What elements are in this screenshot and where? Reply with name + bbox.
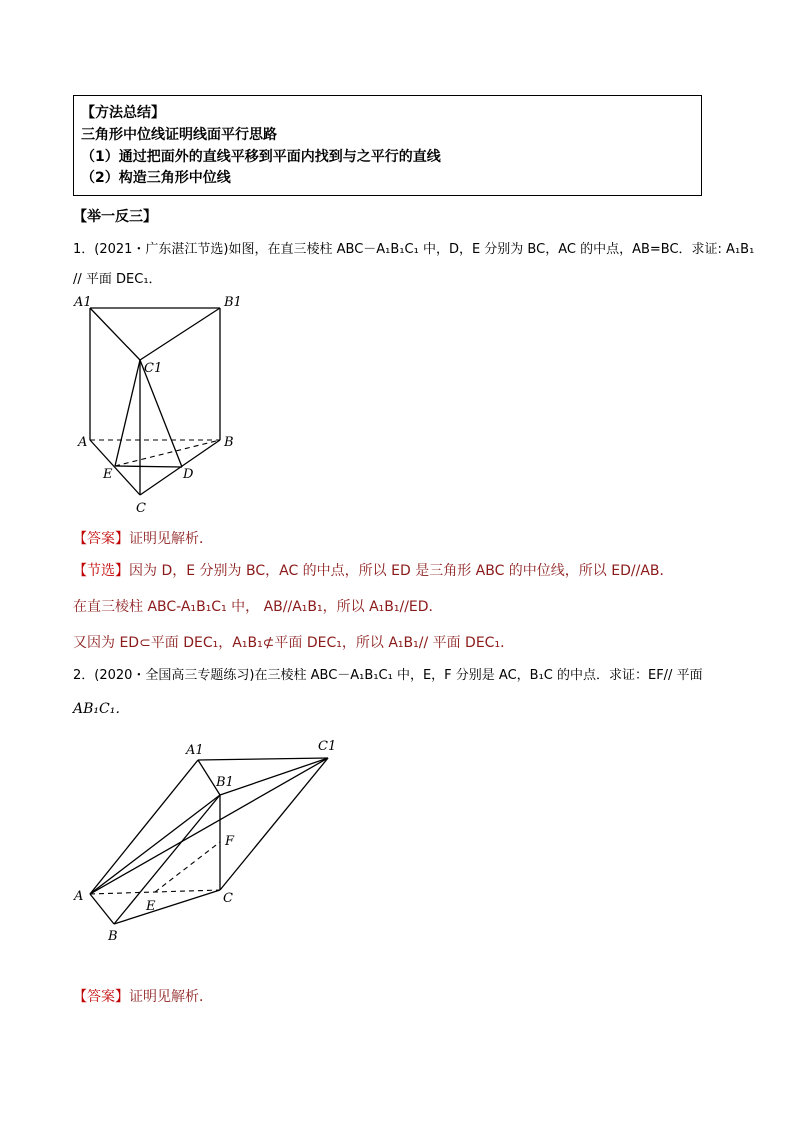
q1-label-a: A — [78, 435, 88, 450]
q2-text-line-2: AB₁C₁． — [73, 701, 130, 717]
method-title: 【方法总结】 — [81, 105, 165, 121]
q1-label-b1: B1 — [224, 295, 242, 310]
q2-answer-tag: 【答案】 — [73, 989, 129, 1005]
q1-text-line-2: // 平面 DEC₁． — [73, 272, 162, 287]
q2-answer — [73, 986, 213, 1006]
q1-selection-line-3: 又因为 ED⊂平面 DEC₁，A₁B₁⊄平面 DEC₁，所以 A₁B₁// 平面 DEC₁． — [73, 635, 515, 651]
q2-label-a1: A1 — [186, 743, 204, 758]
q2-label-e: E — [146, 899, 156, 914]
q2-label-b: B — [108, 929, 118, 944]
q1-answer — [73, 528, 213, 548]
q1-label-c: C — [136, 501, 146, 516]
q2-prism-figure — [70, 730, 350, 945]
q1-answer-text: 证明见解析． — [129, 531, 213, 547]
q1-text-line-1: 1．(2021・广东湛江节选)如图，在直三棱柱 ABC－A₁B₁C₁ 中，D，E 分别为 BC，AC 的中点，AB=BC．求证: A₁B₁ — [73, 242, 755, 257]
method-line-1: 三角形中位线证明线面平行思路 — [81, 127, 277, 143]
q1-label-e: E — [103, 467, 113, 482]
q2-text-line-1: 2．(2020・全国高三专题练习)在三棱柱 ABC－A₁B₁C₁ 中，E，F 分别是 AC，B₁C 的中点．求证：EF// 平面 — [73, 668, 703, 683]
q1-label-b: B — [224, 435, 234, 450]
q1-prism-figure — [70, 290, 250, 520]
q1-selection-text: 因为 D，E 分别为 BC，AC 的中点，所以 ED 是三角形 ABC 的中位线，所以 ED//AB． — [129, 563, 674, 579]
section-heading: 【举一反三】 — [73, 209, 157, 225]
q1-label-d: D — [183, 467, 194, 482]
q2-label-f: F — [225, 834, 235, 849]
q2-label-b1: B1 — [216, 775, 234, 790]
method-line-2: （1）通过把面外的直线平移到平面内找到与之平行的直线 — [81, 149, 441, 165]
q1-selection-tag: 【节选】 — [73, 563, 129, 579]
q1-answer-tag: 【答案】 — [73, 531, 129, 547]
q2-label-a: A — [74, 889, 84, 904]
q2-label-c: C — [223, 891, 233, 906]
q2-label-c1: C1 — [318, 739, 337, 754]
q1-label-a1: A1 — [74, 295, 92, 310]
q1-label-c1: C1 — [144, 361, 163, 376]
q2-answer-text: 证明见解析． — [129, 989, 213, 1005]
method-line-3: （2）构造三角形中位线 — [81, 170, 231, 186]
q1-selection-line-2: 在直三棱柱 ABC-A₁B₁C₁ 中， AB//A₁B₁，所以 A₁B₁//ED． — [73, 599, 443, 615]
q1-selection-line-1 — [73, 560, 674, 580]
